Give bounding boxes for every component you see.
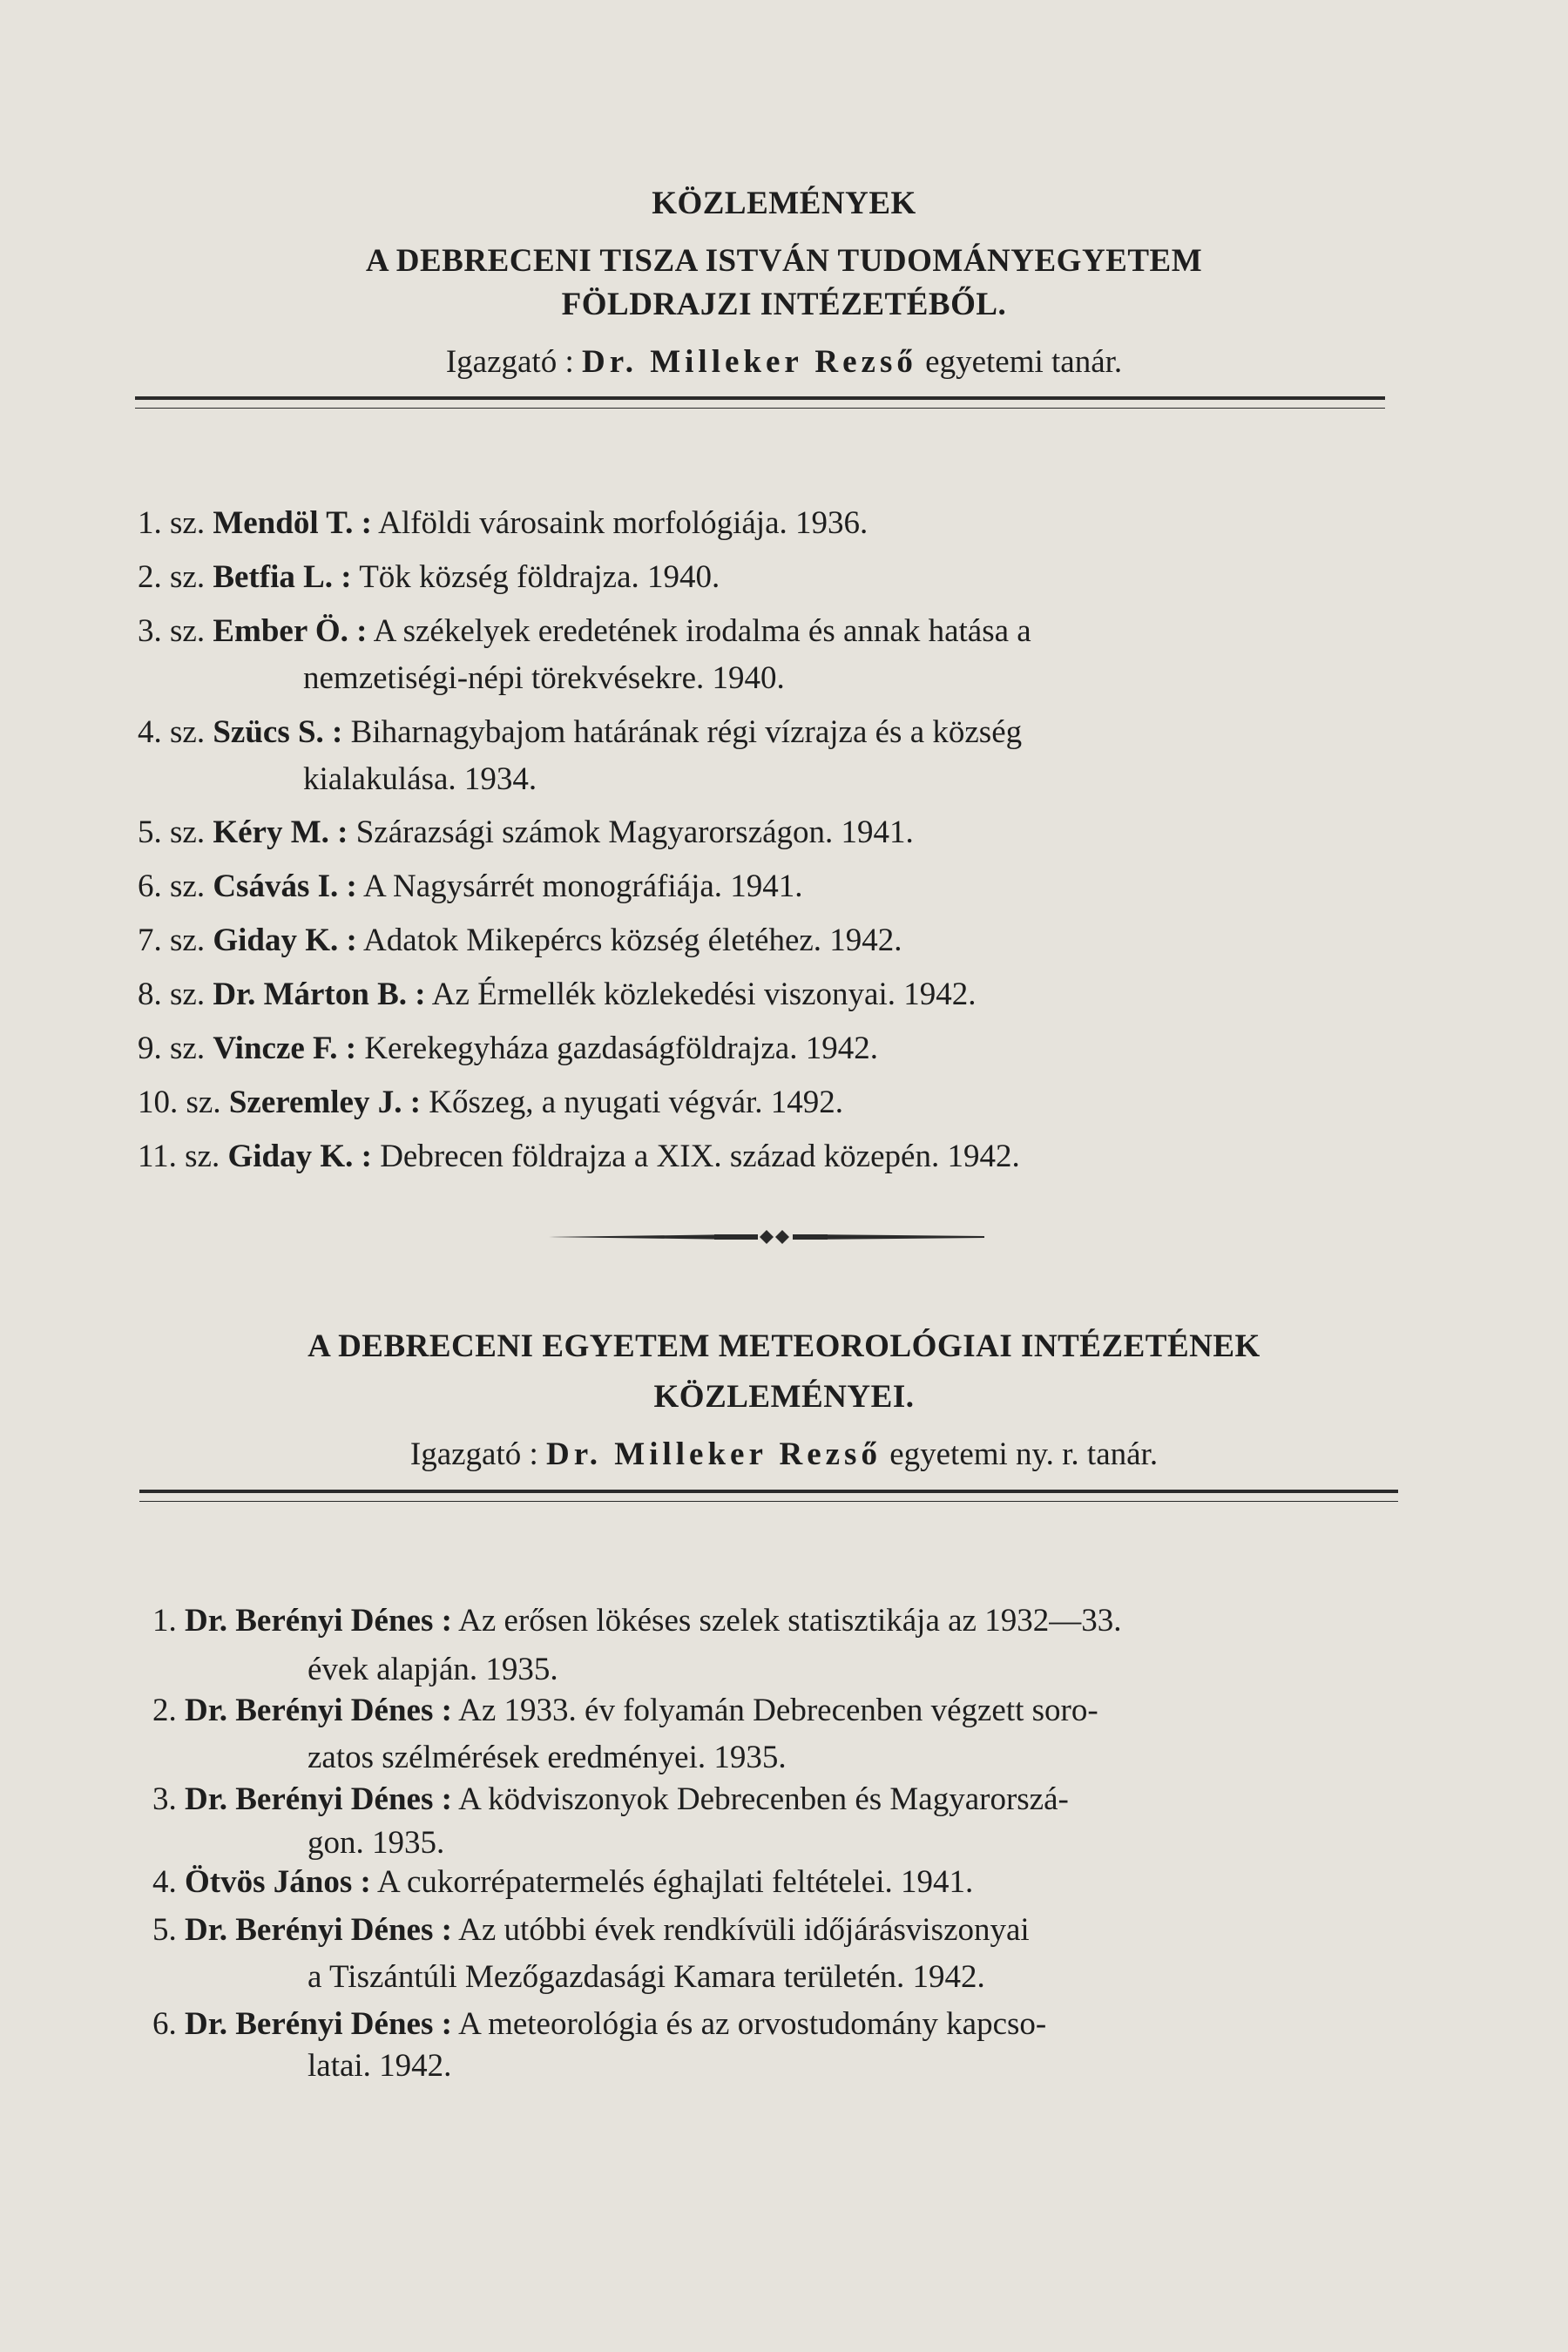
item-title-continuation: a Tiszántúli Mezőgazdasági Kamara területén. 1942.: [308, 1959, 985, 1995]
list-item: [152, 1594, 1122, 1687]
director-suffix: egyetemi ny. r. tanár.: [889, 1436, 1159, 1472]
list-item: [138, 914, 902, 968]
section1-title-line-3: FÖLDRAJZI INTÉZETÉBŐL.: [561, 287, 1007, 322]
item-title-continuation: gon. 1935.: [308, 1825, 445, 1861]
list-item: [138, 1022, 878, 1076]
item-title-continuation: zatos szélmérések eredményei. 1935.: [308, 1740, 787, 1775]
item-title: A Nagysárrét monográfiája. 1941.: [363, 868, 803, 904]
section2-rule-thick: [139, 1490, 1398, 1493]
item-title: Adatok Mikepércs község életéhez. 1942.: [363, 923, 902, 958]
list-item: [152, 1997, 1047, 2084]
item-title: Debrecen földrajza a XIX. század közepén. 1942.: [380, 1139, 1020, 1174]
item-author: Betfia L. :: [213, 559, 352, 595]
list-item: [138, 1076, 843, 1130]
list-item: [138, 497, 868, 551]
item-title: Az 1933. év folyamán Debrecenben végzett soro-: [458, 1693, 1098, 1728]
section1-title-line-1: KÖZLEMÉNYEK: [652, 186, 916, 221]
item-title: Alföldi városaink morfológiája. 1936.: [378, 505, 868, 541]
item-author: Giday K. :: [213, 923, 357, 958]
section1-title-line-2: A DEBRECENI TISZA ISTVÁN TUDOMÁNYEGYETEM: [365, 243, 1203, 279]
section1-director: [0, 343, 1568, 382]
item-number: 6. sz.: [138, 868, 206, 904]
item-number: 3. sz.: [138, 613, 206, 649]
item-number: 6.: [152, 2006, 177, 2042]
list-item: [138, 551, 720, 605]
item-number: 2. sz.: [138, 559, 206, 595]
item-title-continuation: évek alapján. 1935.: [308, 1652, 558, 1687]
director-prefix: Igazgató :: [409, 1436, 538, 1472]
ornament-divider: [540, 1220, 993, 1254]
list-item: [138, 968, 977, 1022]
item-author: Dr. Berényi Dénes :: [185, 1693, 452, 1728]
item-title: Kerekegyháza gazdaságföldrajza. 1942.: [364, 1031, 878, 1066]
section1-rule-thick: [135, 396, 1385, 400]
item-number: 3.: [152, 1781, 177, 1817]
item-number: 4.: [152, 1864, 177, 1900]
item-number: 5.: [152, 1912, 177, 1948]
item-author: Dr. Berényi Dénes :: [185, 1912, 452, 1948]
item-author: Ötvös János :: [185, 1864, 371, 1900]
item-title: Az erősen lökéses szelek statisztikája az 1932—33.: [458, 1603, 1122, 1639]
item-author: Giday K. :: [227, 1139, 372, 1174]
item-title-continuation: nemzetiségi-népi törekvésekre. 1940.: [303, 660, 785, 696]
section1-rule-thin: [135, 408, 1385, 409]
item-number: 8. sz.: [138, 977, 206, 1012]
list-item: [138, 806, 914, 860]
item-author: Dr. Berényi Dénes :: [185, 2006, 452, 2042]
item-author: Dr. Berényi Dénes :: [185, 1781, 452, 1817]
item-title: Biharnagybajom határának régi vízrajza és a község: [350, 714, 1023, 750]
item-author: Mendöl T. :: [213, 505, 372, 541]
item-number: 7. sz.: [138, 923, 206, 958]
item-number: 1. sz.: [138, 505, 206, 541]
item-title: Az Érmellék közlekedési viszonyai. 1942.: [431, 977, 977, 1012]
item-author: Szücs S. :: [213, 714, 343, 750]
item-title: A székelyek eredetének irodalma és annak hatása a: [373, 613, 1031, 649]
director-suffix: egyetemi tanár.: [925, 344, 1123, 380]
list-item: [152, 1684, 1098, 1775]
item-title: A ködviszonyok Debrecenben és Magyarorszá-: [458, 1781, 1069, 1817]
item-number: 1.: [152, 1603, 177, 1639]
item-title-continuation: latai. 1942.: [308, 2048, 452, 2084]
item-title: Szárazsági számok Magyarországon. 1941.: [355, 814, 914, 850]
list-item: [138, 706, 1023, 797]
director-name: Dr. Milleker Rezső: [546, 1436, 882, 1472]
section2-rule-thin: [139, 1501, 1398, 1502]
list-item: [138, 1130, 1020, 1184]
item-number: 10. sz.: [138, 1085, 221, 1120]
item-number: 2.: [152, 1693, 177, 1728]
item-author: Ember Ö. :: [213, 613, 368, 649]
list-item: [152, 1773, 1069, 1861]
item-title: A meteorológia és az orvostudomány kapcso-: [458, 2006, 1047, 2042]
section2-title-line-1: A DEBRECENI EGYETEM METEOROLÓGIAI INTÉZETÉNEK: [308, 1328, 1260, 1364]
section2-title-line-2: KÖZLEMÉNYEI.: [653, 1379, 915, 1415]
list-item: [138, 860, 803, 914]
item-author: Vincze F. :: [213, 1031, 357, 1066]
item-title: A cukorrépatermelés éghajlati feltételei. 1941.: [377, 1864, 974, 1900]
item-author: Dr. Márton B. :: [213, 977, 426, 1012]
director-name: Dr. Milleker Rezső: [581, 344, 917, 380]
item-author: Kéry M. :: [213, 814, 348, 850]
item-author: Dr. Berényi Dénes :: [185, 1603, 452, 1639]
section2-director: [0, 1436, 1568, 1474]
item-number: 5. sz.: [138, 814, 206, 850]
list-item: [152, 1903, 1030, 1995]
item-title-continuation: kialakulása. 1934.: [303, 761, 537, 797]
item-title: Kőszeg, a nyugati végvár. 1492.: [429, 1085, 844, 1120]
item-title: Az utóbbi évek rendkívüli időjárásviszonyai: [458, 1912, 1030, 1948]
item-number: 9. sz.: [138, 1031, 206, 1066]
list-item: [138, 605, 1031, 696]
item-number: 4. sz.: [138, 714, 206, 750]
director-prefix: Igazgató :: [445, 344, 574, 380]
item-title: Tök község földrajza. 1940.: [359, 559, 720, 595]
item-author: Szeremley J. :: [228, 1085, 422, 1120]
item-author: Csávás I. :: [213, 868, 357, 904]
item-number: 11. sz.: [138, 1139, 220, 1174]
list-item: [152, 1855, 973, 1909]
